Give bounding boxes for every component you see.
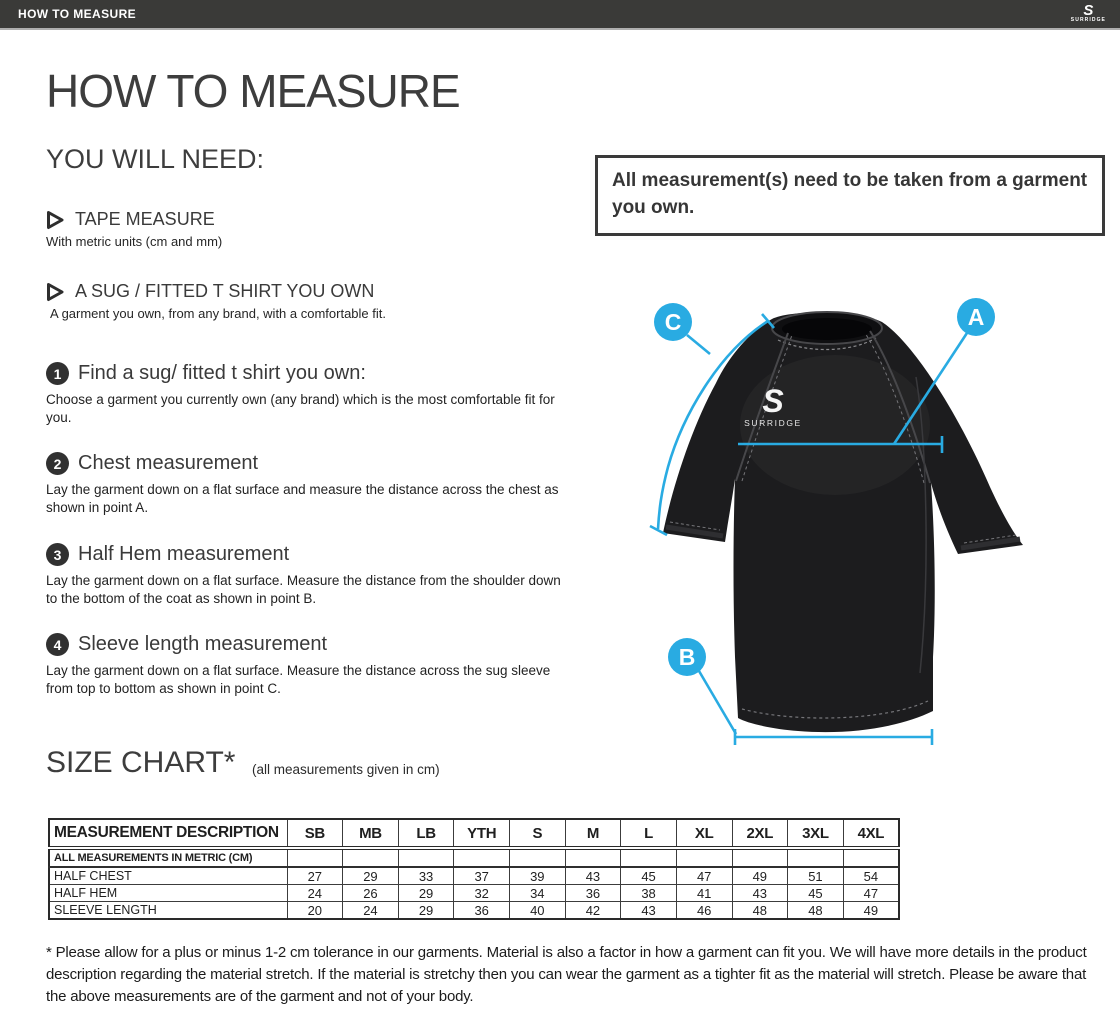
step-3 bbox=[46, 543, 581, 609]
table-cell bbox=[454, 848, 510, 867]
step-number-badge: 4 bbox=[46, 633, 69, 656]
step-title: Chest measurement bbox=[78, 452, 259, 474]
step-body: Lay the garment down on a flat surface. Measure the distance from the shoulder down to the bottom of the coat as shown in point B. bbox=[46, 573, 561, 607]
step-number-badge: 1 bbox=[46, 362, 69, 385]
table-header-cell: 3XL bbox=[788, 819, 844, 848]
need-item-fitted-shirt bbox=[46, 281, 586, 321]
play-triangle-icon bbox=[46, 210, 65, 230]
surridge-brand-text: SURRIDGE bbox=[1070, 17, 1106, 23]
table-cell: 45 bbox=[621, 867, 677, 885]
page-title: HOW TO MEASURE bbox=[46, 65, 460, 117]
table-cell: HALF CHEST bbox=[49, 867, 287, 885]
need-item-tape-measure bbox=[46, 209, 586, 249]
play-triangle-icon bbox=[46, 282, 65, 302]
step-body: Choose a garment you currently own (any brand) which is the most comfortable fit for you. bbox=[46, 392, 555, 426]
step-2 bbox=[46, 452, 581, 518]
callout-b-label: B bbox=[678, 644, 696, 670]
need-item-label: TAPE MEASURE bbox=[75, 209, 215, 229]
table-header-cell: SB bbox=[287, 819, 343, 848]
callout-c-label: C bbox=[664, 309, 682, 335]
shirt-measurement-diagram bbox=[630, 295, 1100, 765]
table-cell: 43 bbox=[732, 885, 788, 902]
table-header-cell: M bbox=[565, 819, 621, 848]
table-cell: 33 bbox=[398, 867, 454, 885]
table-header-cell: L bbox=[621, 819, 677, 848]
table-cell: 45 bbox=[788, 885, 844, 902]
table-cell: 20 bbox=[287, 902, 343, 920]
step-title: Half Hem measurement bbox=[78, 543, 290, 565]
need-item-label: A SUG / FITTED T SHIRT YOU OWN bbox=[75, 281, 375, 301]
table-cell: 40 bbox=[510, 902, 566, 920]
step-number-badge: 3 bbox=[46, 543, 69, 566]
table-cell bbox=[565, 848, 621, 867]
step-body: Lay the garment down on a flat surface. Measure the distance across the sug sleeve from top to bottom as shown in point C. bbox=[46, 663, 551, 697]
table-header-cell: LB bbox=[398, 819, 454, 848]
step-body: Lay the garment down on a flat surface and measure the distance across the chest as shown in point A. bbox=[46, 482, 559, 516]
table-cell bbox=[398, 848, 454, 867]
step-title: Sleeve length measurement bbox=[78, 633, 328, 655]
callout-a-label: A bbox=[967, 304, 985, 330]
measure-line-b bbox=[699, 671, 736, 734]
table-header-cell: YTH bbox=[454, 819, 510, 848]
shirt-logo-text: SURRIDGE bbox=[744, 418, 802, 428]
table-header-row bbox=[49, 819, 899, 848]
table-cell: 47 bbox=[843, 885, 899, 902]
table-cell: 48 bbox=[732, 902, 788, 920]
table-cell: 32 bbox=[454, 885, 510, 902]
table-cell: 43 bbox=[565, 867, 621, 885]
top-bar bbox=[0, 0, 1120, 30]
table-cell: 38 bbox=[621, 885, 677, 902]
table-cell: 42 bbox=[565, 902, 621, 920]
table-header-cell: 4XL bbox=[843, 819, 899, 848]
table-cell: 36 bbox=[565, 885, 621, 902]
table-cell: 24 bbox=[343, 902, 399, 920]
table-row-half-chest bbox=[49, 867, 899, 885]
table-header-cell: XL bbox=[676, 819, 732, 848]
table-cell: 29 bbox=[343, 867, 399, 885]
table-cell: SLEEVE LENGTH bbox=[49, 902, 287, 920]
table-cell: 43 bbox=[621, 902, 677, 920]
table-cell bbox=[287, 848, 343, 867]
table-cell: 46 bbox=[676, 902, 732, 920]
need-item-detail: With metric units (cm and mm) bbox=[46, 234, 223, 249]
measurement-note-box: All measurement(s) need to be taken from a garment you own. bbox=[595, 155, 1105, 236]
table-cell bbox=[843, 848, 899, 867]
table-cell: 27 bbox=[287, 867, 343, 885]
size-chart-subheading: (all measurements given in cm) bbox=[252, 762, 440, 777]
table-cell: 26 bbox=[343, 885, 399, 902]
table-cell: 39 bbox=[510, 867, 566, 885]
table-header-cell: MB bbox=[343, 819, 399, 848]
need-item-detail: A garment you own, from any brand, with a comfortable fit. bbox=[50, 306, 386, 321]
table-cell bbox=[621, 848, 677, 867]
table-cell bbox=[676, 848, 732, 867]
table-cell: 34 bbox=[510, 885, 566, 902]
tolerance-footnote: * Please allow for a plus or minus 1-2 cm tolerance in our garments. Material is also a factor in how a garment can fit you. We will have more details in the product description regarding the material stretch. If the material is stretchy then you can wear the garment as a tighter fit as the material will stretch. Please be aware that the above measurements are of the garment and not of your body. bbox=[46, 944, 1087, 1006]
table-cell: 24 bbox=[287, 885, 343, 902]
table-cell: 29 bbox=[398, 885, 454, 902]
table-cell: 37 bbox=[454, 867, 510, 885]
size-chart-heading: SIZE CHART* bbox=[46, 746, 236, 779]
table-cell bbox=[343, 848, 399, 867]
size-chart-table bbox=[48, 818, 900, 920]
table-cell: ALL MEASUREMENTS IN METRIC (CM) bbox=[49, 848, 287, 867]
table-cell bbox=[510, 848, 566, 867]
top-bar-title: HOW TO MEASURE bbox=[18, 7, 137, 21]
surridge-s-glyph: S bbox=[1083, 2, 1094, 19]
step-number-badge: 2 bbox=[46, 452, 69, 475]
shirt-diagram-svg bbox=[630, 295, 1100, 765]
table-cell: 41 bbox=[676, 885, 732, 902]
table-cell bbox=[788, 848, 844, 867]
table-cell bbox=[732, 848, 788, 867]
step-title: Find a sug/ fitted t shirt you own: bbox=[78, 362, 366, 384]
step-1 bbox=[46, 362, 581, 428]
surridge-logo-icon bbox=[1070, 2, 1120, 23]
table-row-half-hem bbox=[49, 885, 899, 902]
table-cell: 49 bbox=[843, 902, 899, 920]
table-row-sleeve-length bbox=[49, 902, 899, 920]
shirt-logo-s-glyph: S bbox=[762, 383, 784, 419]
step-4 bbox=[46, 633, 581, 699]
table-cell: 47 bbox=[676, 867, 732, 885]
table-header-cell: 2XL bbox=[732, 819, 788, 848]
table-cell: 36 bbox=[454, 902, 510, 920]
table-header-cell: MEASUREMENT DESCRIPTION bbox=[49, 819, 287, 848]
table-cell: 48 bbox=[788, 902, 844, 920]
table-cell: 29 bbox=[398, 902, 454, 920]
table-cell: HALF HEM bbox=[49, 885, 287, 902]
table-cell: 51 bbox=[788, 867, 844, 885]
table-header-cell: S bbox=[510, 819, 566, 848]
table-cell: 49 bbox=[732, 867, 788, 885]
you-will-need-heading: YOU WILL NEED: bbox=[46, 144, 265, 174]
table-cell: 54 bbox=[843, 867, 899, 885]
table-metric-row bbox=[49, 848, 899, 867]
